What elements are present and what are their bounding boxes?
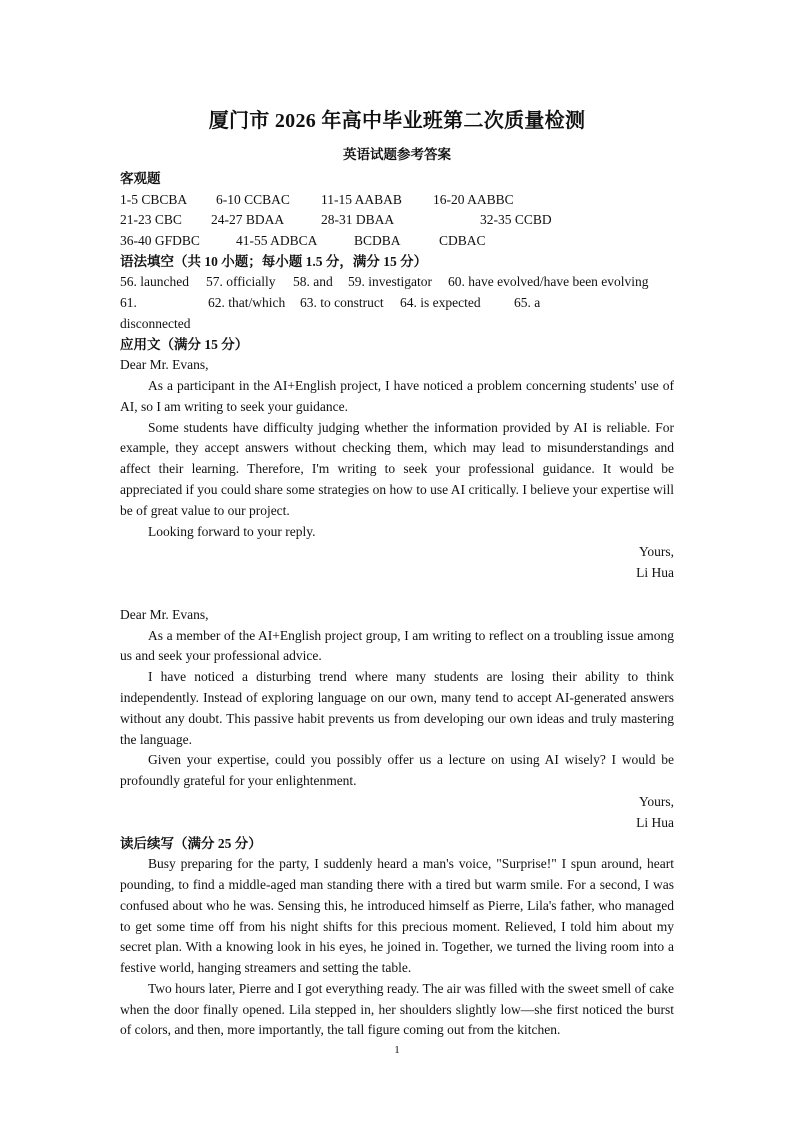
answer-group: 24-27 BDAA bbox=[211, 212, 285, 228]
objective-row bbox=[120, 190, 674, 211]
letter-closing: Yours, bbox=[638, 794, 674, 810]
writing-heading: 应用文（满分 15 分） bbox=[120, 336, 249, 352]
answer-group: 6-10 CCBAC bbox=[216, 191, 290, 207]
document-title: 厦门市 2026 年高中毕业班第二次质量检测 bbox=[208, 110, 586, 132]
spacer bbox=[120, 584, 674, 605]
page-number: 1 bbox=[394, 1044, 400, 1056]
letter-paragraph: As a member of the AI+English project group, I am writing to reflect on a troubling issue among us and seek your professional advice. bbox=[120, 627, 674, 664]
grammar-answer: 62. that/which bbox=[208, 295, 286, 311]
answer-group: 21-23 CBC bbox=[120, 212, 182, 228]
grammar-answer: 56. launched bbox=[120, 274, 189, 290]
answer-group: 32-35 CCBD bbox=[480, 212, 552, 228]
continuation-heading: 读后续写（满分 25 分） bbox=[120, 835, 262, 851]
letter-paragraph: Looking forward to your reply. bbox=[148, 523, 316, 539]
answer-group: 11-15 AABAB bbox=[321, 191, 402, 207]
grammar-heading: 语法填空（共 10 小题；每小题 1.5 分，满分 15 分） bbox=[120, 253, 428, 269]
letter-paragraph: Some students have difficulty judging whether the information provided by AI is reliable. For example, they accept answers without checking them, which may lead to misunderstandings and affect their learning. Therefore, I'm writing to seek your professional guidance. It would be appreciated if you could share some strategies on how to use AI critically. I believe your expertise will be of great value to our project. bbox=[120, 419, 674, 518]
grammar-answer: 61. disconnected bbox=[120, 295, 191, 331]
answer-group: 28-31 DBAA bbox=[321, 212, 395, 228]
answer-group: 41-55 ADBCA bbox=[236, 233, 318, 249]
letter-closing: Yours, bbox=[638, 544, 674, 560]
letter-signature: Li Hua bbox=[636, 814, 674, 830]
letter-paragraph: Given your expertise, could you possibly offer us a lecture on using AI wisely? I would be profoundly grateful for your enlightenment. bbox=[120, 752, 674, 789]
objective-heading: 客观题 bbox=[120, 171, 161, 186]
grammar-answer: 64. is expected bbox=[400, 295, 481, 311]
answer-group: BCDBA bbox=[354, 233, 401, 249]
objective-row bbox=[120, 210, 674, 231]
answer-group: 1-5 CBCBA bbox=[120, 191, 188, 207]
grammar-answer: 65. a bbox=[514, 295, 541, 311]
grammar-row bbox=[120, 272, 674, 293]
grammar-answer: 57. officially bbox=[206, 274, 276, 290]
letter-paragraph: I have noticed a disturbing trend where many students are losing their ability to think independently. Instead of exploring language on our own, many tend to accept AI-generated answers without any doubt. This passive habit prevents us from developing our own ideas and truly mastering the language. bbox=[120, 669, 674, 747]
answer-sheet bbox=[120, 104, 674, 1041]
grammar-answer: 59. investigator bbox=[348, 274, 432, 290]
answer-group: CDBAC bbox=[439, 233, 486, 249]
story-paragraph: Busy preparing for the party, I suddenly heard a man's voice, "Surprise!" I spun around, heart pounding, to find a middle-aged man standing there with a tired but warm smile. For a second, I was confused about who he was. Sensing this, he introduced himself as Pierre, Lila's father, who managed to get some time off from his night shifts for this precious moment. Relieved, I told him about my secret plan. With a knowing look in his eyes, he joined in. Together, we turned the living room into a festive world, hanging streamers and setting the table. bbox=[120, 856, 674, 976]
story-paragraph: Two hours later, Pierre and I got everything ready. The air was filled with the sweet smell of cake when the door finally opened. Lila stepped in, her shoulders slightly low—she first noticed the burst of colors, and then, more importantly, the tall figure coming out from the kitchen. bbox=[120, 980, 674, 1038]
letter-signature: Li Hua bbox=[636, 565, 674, 581]
answer-group: 36-40 GFDBC bbox=[120, 233, 200, 249]
answer-group: 16-20 AABBC bbox=[433, 191, 514, 207]
grammar-answer: 58. and bbox=[293, 274, 333, 290]
grammar-answer: 60. have evolved/have been evolving bbox=[448, 274, 649, 290]
letter-greeting: Dear Mr. Evans, bbox=[120, 357, 209, 373]
grammar-row bbox=[120, 293, 674, 335]
objective-row bbox=[120, 231, 674, 252]
letter-greeting: Dear Mr. Evans, bbox=[120, 606, 209, 622]
letter-paragraph: As a participant in the AI+English project, I have noticed a problem concerning students' use of AI, so I am writing to seek your guidance. bbox=[120, 378, 674, 414]
grammar-answer: 63. to construct bbox=[300, 295, 384, 311]
document-subtitle: 英语试题参考答案 bbox=[343, 147, 451, 162]
